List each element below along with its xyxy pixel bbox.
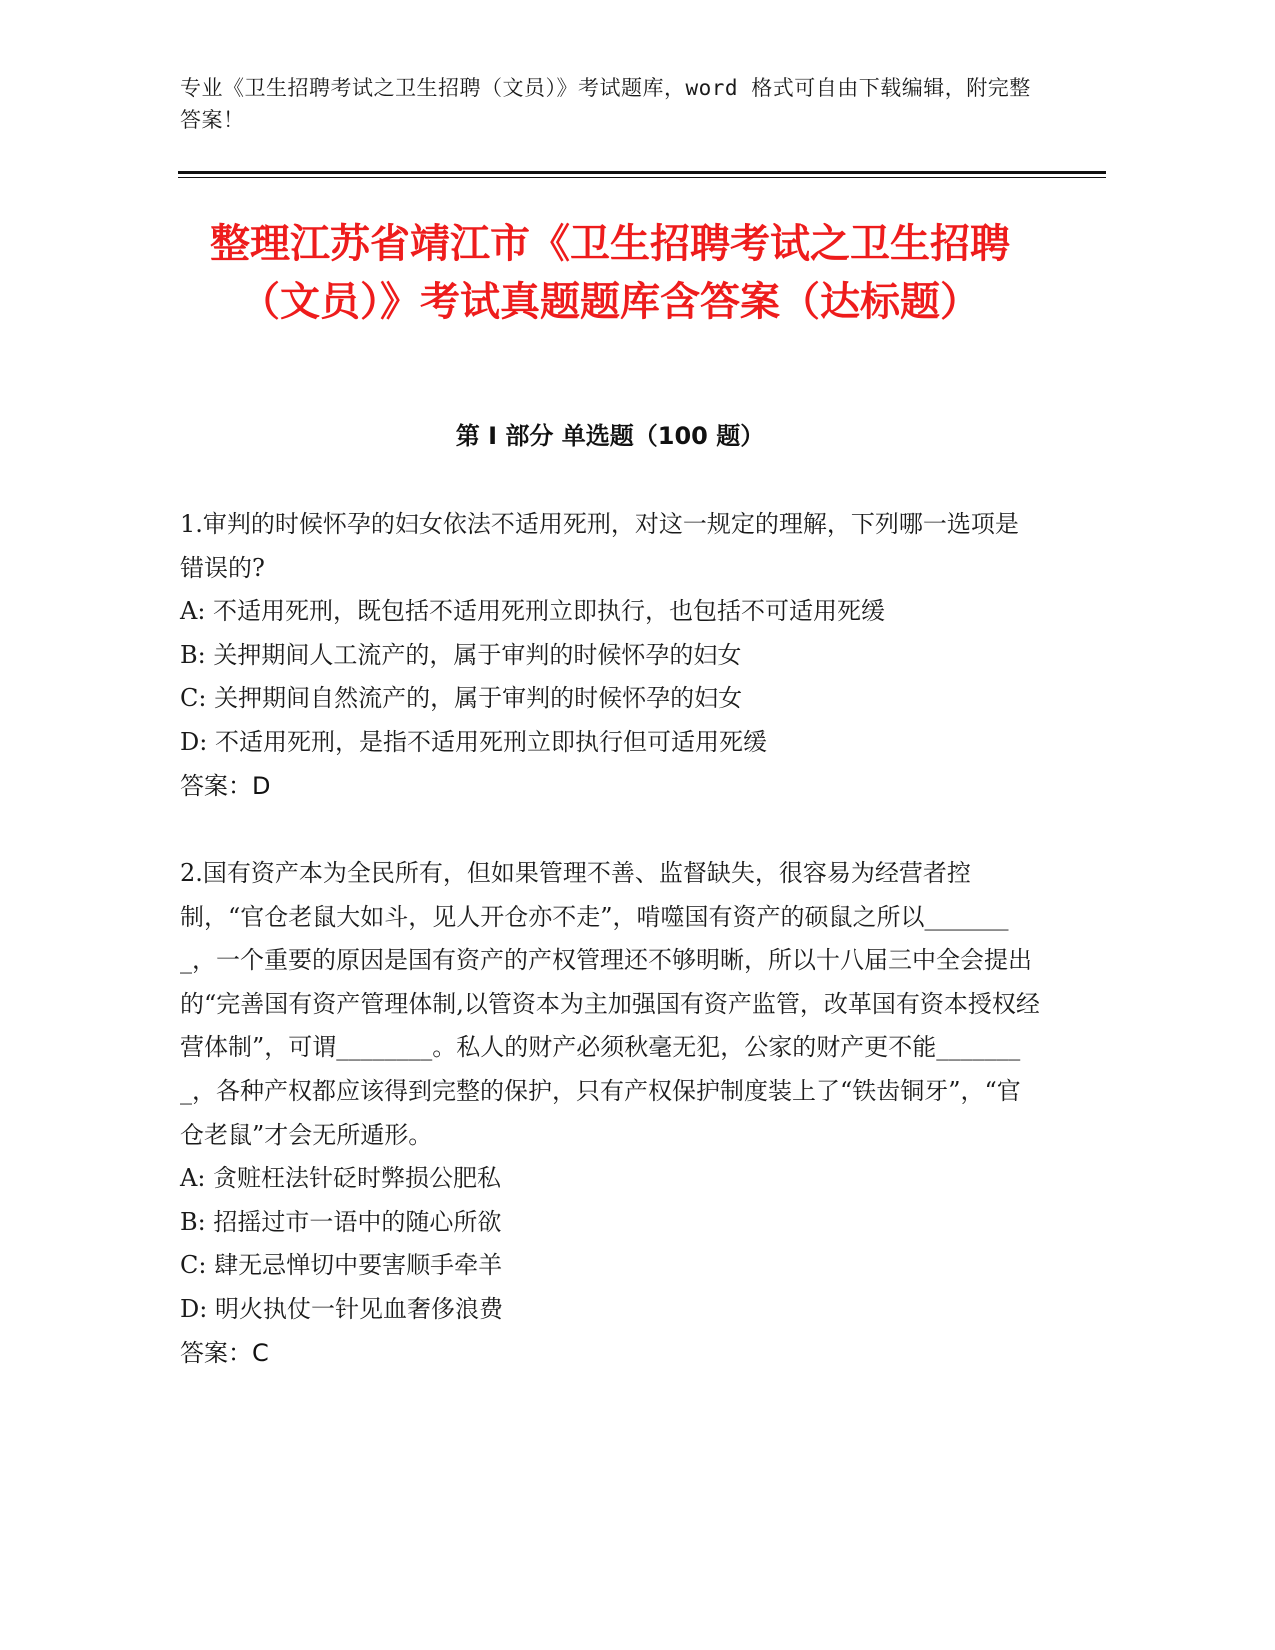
question-2-option-c: C: 肆无忌惮切中要害顺手牵羊: [180, 1251, 503, 1280]
section-title: 第 I 部分 单选题（100 题）: [455, 422, 765, 450]
question-1: [180, 503, 1040, 808]
question-2-option-a: A: 贪赃枉法针砭时弊损公肥私: [180, 1164, 502, 1193]
question-2-answer: 答案：C: [180, 1338, 269, 1367]
question-2-stem: 2.国有资产本为全民所有，但如果管理不善、监督缺失，很容易为经营者控制，“官仓老鼠大如斗，见人开仓亦不走”，啃噬国有资产的硕鼠之所以________，一个重要的原因是国有资产的产权管理还不够明晰，所以十八届三中全会提出的“完善国有资产管理体制,以管资本为主加强国有资产监管，改革国有资本授权经营体制”，可谓________。私人的财产必须秋毫无犯，公家的财产更不能________，各种产权都应该得到完整的保护，只有产权保护制度装上了“铁齿铜牙”，“官仓老鼠”才会无所遁形。: [180, 859, 1040, 1149]
question-1-option-d: D: 不适用死刑，是指不适用死刑立即执行但可适用死缓: [180, 727, 767, 756]
question-1-option-c: C: 关押期间自然流产的，属于审判的时候怀孕的妇女: [180, 684, 743, 713]
question-1-answer: 答案：D: [180, 771, 271, 800]
question-2-option-d: D: 明火执仗一针见血奢侈浪费: [180, 1294, 503, 1323]
header-divider-thin: [178, 177, 1106, 178]
question-1-stem: 1.审判的时候怀孕的妇女依法不适用死刑，对这一规定的理解，下列哪一选项是错误的?: [180, 510, 1019, 582]
header-note: 专业《卫生招聘考试之卫生招聘（文员）》考试题库，word 格式可自由下载编辑，附完整答案！: [180, 76, 1031, 132]
question-2: [180, 852, 1040, 1375]
header-divider-thick: [178, 171, 1106, 174]
question-1-option-a: A: 不适用死刑，既包括不适用死刑立即执行，也包括不可适用死缓: [180, 597, 886, 626]
document-title: 整理江苏省靖江市《卫生招聘考试之卫生招聘（文员）》考试真题题库含答案（达标题）: [210, 221, 1010, 325]
question-1-option-b: B: 关押期间人工流产的，属于审判的时候怀孕的妇女: [180, 640, 742, 669]
question-2-option-b: B: 招摇过市一语中的随心所欲: [180, 1207, 502, 1236]
